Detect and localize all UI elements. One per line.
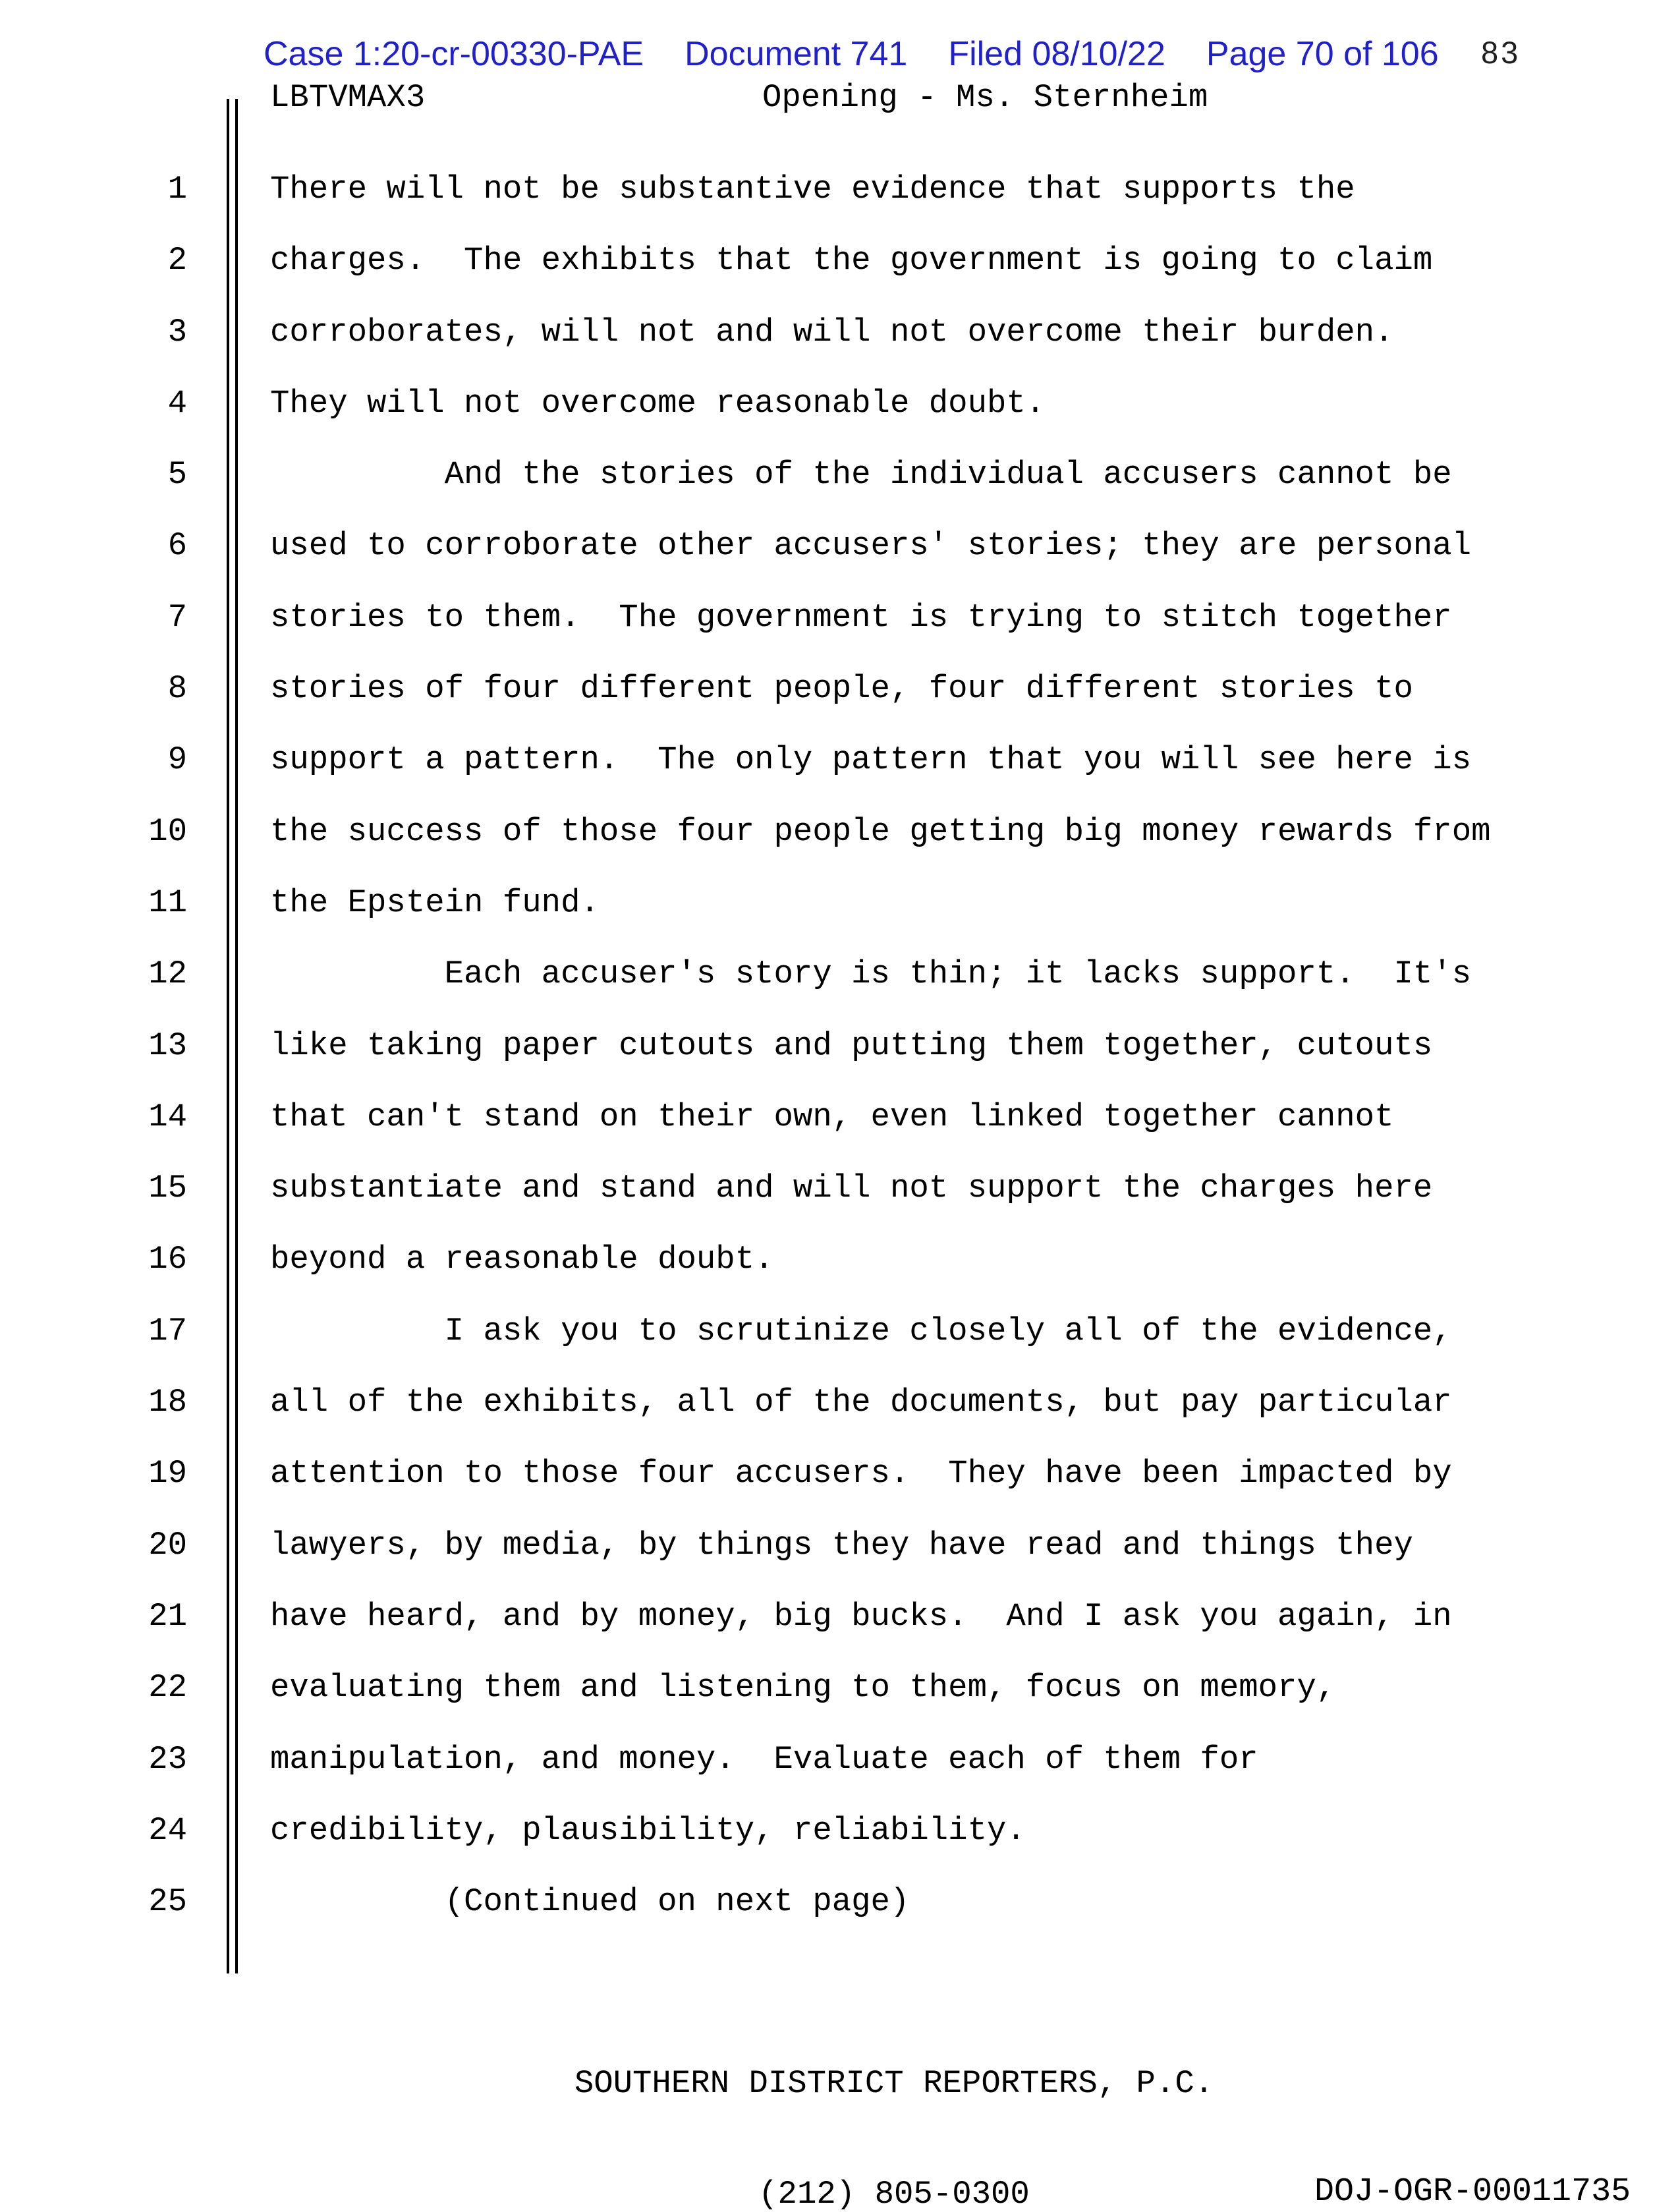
line-number: 3 bbox=[167, 313, 187, 351]
transcript-line bbox=[0, 297, 1680, 368]
line-text: And the stories of the individual accusers cannot be bbox=[270, 456, 1452, 494]
line-number: 8 bbox=[167, 670, 187, 708]
line-text: manipulation, and money. Evaluate each of them for bbox=[270, 1740, 1258, 1778]
line-number: 1 bbox=[167, 171, 187, 208]
line-number: 15 bbox=[148, 1170, 187, 1207]
session-title: Opening - Ms. Sternheim bbox=[762, 79, 1208, 116]
transcript-line bbox=[0, 1367, 1680, 1438]
transcript-line bbox=[0, 510, 1680, 581]
line-text: charges. The exhibits that the government is going to claim bbox=[270, 242, 1433, 279]
line-number: 14 bbox=[148, 1098, 187, 1135]
line-number: 18 bbox=[148, 1384, 187, 1421]
transcript-line bbox=[0, 1010, 1680, 1081]
transcript-line bbox=[0, 1081, 1680, 1152]
bates-number: DOJ-OGR-00011735 bbox=[1314, 2173, 1631, 2211]
line-number: 19 bbox=[148, 1455, 187, 1492]
stamp-page-of: Page 70 of 106 bbox=[1206, 35, 1439, 73]
line-text: Each accuser's story is thin; it lacks support. It's bbox=[270, 955, 1472, 993]
line-text: beyond a reasonable doubt. bbox=[270, 1241, 774, 1278]
line-number: 6 bbox=[167, 527, 187, 565]
reporter-phone: (212) 805-0300 bbox=[758, 2176, 1030, 2212]
transcript-line bbox=[0, 582, 1680, 653]
line-text: There will not be substantive evidence that supports the bbox=[270, 171, 1355, 208]
line-text: credibility, plausibility, reliability. bbox=[270, 1811, 1026, 1849]
transcript-line bbox=[0, 653, 1680, 724]
line-text: support a pattern. The only pattern that you will see here is bbox=[270, 741, 1472, 779]
line-text: lawyers, by media, by things they have read and things they bbox=[270, 1526, 1413, 1564]
line-text: have heard, and by money, big bucks. And I ask you again, in bbox=[270, 1597, 1452, 1635]
line-text: I ask you to scrutinize closely all of the evidence, bbox=[270, 1312, 1452, 1349]
transcript-line bbox=[0, 867, 1680, 938]
line-number: 11 bbox=[148, 884, 187, 921]
line-text: the Epstein fund. bbox=[270, 884, 600, 921]
transcript-line bbox=[0, 1795, 1680, 1866]
transcript-line bbox=[0, 1652, 1680, 1723]
line-text: corroborates, will not and will not overcome their burden. bbox=[270, 313, 1394, 351]
line-number: 24 bbox=[148, 1811, 187, 1849]
line-number: 9 bbox=[167, 741, 187, 779]
line-text: stories to them. The government is trying to stitch together bbox=[270, 598, 1452, 636]
line-number: 4 bbox=[167, 384, 187, 422]
transcript-line bbox=[0, 154, 1680, 225]
line-number: 5 bbox=[167, 456, 187, 494]
court-filing-stamp bbox=[264, 37, 1439, 71]
line-text: that can't stand on their own, even linked together cannot bbox=[270, 1098, 1394, 1135]
transcript-line bbox=[0, 1438, 1680, 1509]
line-number: 13 bbox=[148, 1027, 187, 1064]
line-text: substantiate and stand and will not support the charges here bbox=[270, 1170, 1433, 1207]
line-number: 12 bbox=[148, 955, 187, 993]
line-number: 17 bbox=[148, 1312, 187, 1349]
line-number: 7 bbox=[167, 598, 187, 636]
reporter-name: SOUTHERN DISTRICT REPORTERS, P.C. bbox=[574, 2065, 1214, 2102]
line-text: attention to those four accusers. They have been impacted by bbox=[270, 1455, 1452, 1492]
line-text: like taking paper cutouts and putting them together, cutouts bbox=[270, 1027, 1433, 1064]
line-number: 22 bbox=[148, 1669, 187, 1707]
transcript-page-number: 83 bbox=[1481, 35, 1521, 70]
transcript-line bbox=[0, 439, 1680, 510]
line-text: used to corroborate other accusers' stories; they are personal bbox=[270, 527, 1472, 565]
line-text: evaluating them and listening to them, focus on memory, bbox=[270, 1669, 1336, 1707]
line-number: 10 bbox=[148, 812, 187, 850]
line-text: the success of those four people getting big money rewards from bbox=[270, 812, 1491, 850]
transcript-line bbox=[0, 1152, 1680, 1224]
session-code: LBTVMAX3 bbox=[270, 79, 426, 116]
line-number: 20 bbox=[148, 1526, 187, 1564]
stamp-case-number: Case 1:20-cr-00330-PAE bbox=[264, 35, 644, 73]
line-number: 23 bbox=[148, 1740, 187, 1778]
line-number: 2 bbox=[167, 242, 187, 279]
transcript-line bbox=[0, 1510, 1680, 1581]
transcript-line bbox=[0, 938, 1680, 1009]
transcript-line bbox=[0, 1866, 1680, 1937]
line-number: 21 bbox=[148, 1597, 187, 1635]
line-text: (Continued on next page) bbox=[270, 1883, 910, 1921]
line-text: all of the exhibits, all of the documents, but pay particular bbox=[270, 1384, 1452, 1421]
line-number: 25 bbox=[148, 1883, 187, 1921]
transcript-line bbox=[0, 368, 1680, 439]
line-number: 16 bbox=[148, 1241, 187, 1278]
transcript-line bbox=[0, 796, 1680, 867]
transcript-line bbox=[0, 1224, 1680, 1295]
stamp-document-number: Document 741 bbox=[685, 35, 908, 73]
stamp-filed-date: Filed 08/10/22 bbox=[948, 35, 1165, 73]
transcript-line bbox=[0, 1581, 1680, 1652]
transcript-line bbox=[0, 225, 1680, 296]
transcript-line bbox=[0, 1724, 1680, 1795]
line-text: They will not overcome reasonable doubt. bbox=[270, 384, 1046, 422]
transcript-lines bbox=[0, 154, 1680, 1937]
transcript-line bbox=[0, 1295, 1680, 1367]
line-text: stories of four different people, four different stories to bbox=[270, 670, 1413, 708]
transcript-line bbox=[0, 724, 1680, 795]
